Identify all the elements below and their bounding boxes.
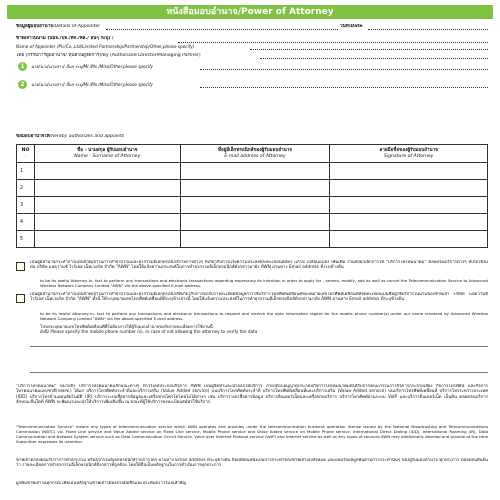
row-number: 5 [17,231,35,248]
option-2-text-th: เป็นผู้มีอำนาจกระทำการแทนข้าพเจ้าในการทำธุรกรรมและธุรกรรมอิเล็กทรอนิกส์ที่เกี่ยวกับการขอรับรายละเอียดข้อมูลการใช้บริการโทรศัพท์เคลื่อนที่ของหมายเลขโทรศัพท์เคลื่อนที่ที่จดทะเบียนเป็นชื่อผู้ใช้บริการในนามของข้าพเจ้า บริษัท แอดวานซ์ ไวร์เลส เน็ทเวอร์ค จำกัด "AWN" ทั้งนี้ ให้ระบุหมายเลขโทรศัพท์เคลื่อนที่ที่ระบุข้างล่างนี้ โดยให้แจ้งความประสงค์ในการทำธุรกรรมอิเล็กทรอนิกส์ดังกล่าวมายัง AWN ผ่านทาง Email address ที่ระบุข้างต้น [30,292,488,303]
col-name [34,145,180,163]
option-2-checkbox[interactable] [16,294,25,303]
definition-text-en: "Telecommunication Service" means any types of telecommunication service which AWN operates and provides under the telecommunication business operation license issued by the National Broadcasting and Telecommunications Commission (NBTC) viz. Fixed Line service and Value Added service on Fixed Line service, Mobile Phone service and Value Added service on Mobile Phone service, International Direct Dialing (IDD), International Roaming (IR), Data Communication and Network System service such as Data Communication Circuit Service, Voice over Internet Protocol service (VoIP) and Internet service as well as any types of services AWN may additionally develop and provide at the time Subscriber expresses its intention. [16,424,488,444]
col-signature [330,145,488,163]
name-cell[interactable] [34,163,180,180]
col-name-th: ชื่อ - นามสกุล ผู้รับมอบอำนาจ [77,148,138,153]
option-1-checkbox[interactable] [16,262,25,271]
row-number: 2 [17,180,35,197]
col-name-en: Name - Surname of Attorney [74,153,141,159]
col-email [180,145,330,163]
phone-number-line-2[interactable] [30,372,488,373]
appointees-intro-th: ขอมอบอำนาจให้ [16,134,50,139]
signature-cell[interactable] [330,180,488,197]
appointer-label-th: ข้อมูลผู้มอบอำนาจ [16,24,53,29]
email-cell[interactable] [180,197,330,214]
email-cell[interactable] [180,214,330,231]
name-cell[interactable] [34,197,180,214]
definition-text-th: "บริการโทรคมนาคม" หมายถึง บริการโทรคมนาคมลักษณะต่างๆ ที่ไวร์เลสประกอบกิจการ AWN เป็นผู้จัดทำและนำออกให้บริการ ภายใต้ใบอนุญาตประกอบกิจการโทรคมนาคมที่ได้รับจากคณะกรรมการกิจการกระจายเสียง กิจการโทรทัศน์ และกิจการโทรคมนาคมแห่งชาติ(กสทช.) ได้แก่ บริการโทรศัพท์ประจำที่และบริการเสริม (Value Added service) บนบริการโทรศัพท์ประจำที่ บริการโทรศัพท์เคลื่อนที่และบริการเสริม (Value Added service) บนบริการโทรศัพท์เคลื่อนที่ บริการโทรระหว่างประเทศ (IDD) บริการโทรข้ามแดนอัตโนมัติ (IR) บริการระบบสื่อสารข้อมูลและเครือข่ายโพรโตโคลไม่ได้ต่างๆ เช่น บริการวงจรสื่อสารข้อมูล บริการอินเตอร์เน็ตและเครือข่ายบริการ บริการโทรศัพท์ผ่านระบบ VoIP และบริการอินเทอร์เน็ต เป็นต้น ตลอดจนบริการลักษณะอื่นใดที่ AWN จะพัฒนาและนำให้บริการเพิ่มเติมขึ้น ณ ขณะที่ผู้ใช้บริการลงทะเบียนสมัครใช้บริการ [16,384,488,406]
signer-2-label: นาย/นาง/นางสาว/ อื่นๆ ระบุ/Mr./Ms./Miss/Other,please specify [31,82,154,87]
closing-text-th-2: ผูกพันข้าพเจ้าในทุกกรณี เพื่อเป็นหลักฐานข้าพเจ้าได้ลงลายมือชื่อและประทับตราไว้เป็นสำคัญ [16,481,187,486]
email-cell[interactable] [180,231,330,248]
date-field[interactable] [368,29,488,30]
signature-cell[interactable] [330,197,488,214]
signer-2-field[interactable] [200,87,488,88]
appointer-name-label-en: Name of Appointer (Plc/Co.,Ltd/Limited Partnership/Partnership/Other,please specify) [16,44,195,49]
signature-cell[interactable] [330,214,488,231]
table-row [17,231,488,248]
signer-2-badge: 2 [18,80,27,89]
appointer-name-field-2[interactable] [250,49,488,50]
signature-cell[interactable] [330,163,488,180]
name-cell[interactable] [34,180,180,197]
signature-cell[interactable] [330,231,488,248]
closing-text-th: ข้าพเจ้าตกลงยอมรับว่าการทำธุรกรรม หรือธุรกรรมอิเล็กทรอนิกส์รายการใดๆ ผ่านทาง Email address ที่ระบุข้างต้น ถือเสมือนหนึ่งเป็นการกระทำของข้าพเจ้าเองทั้งหมด และยอมรับผลผูกพันตามการกระทำนั้นๆ ของผู้รับมอบอำนาจ ทุกประการ ตลอดจนยืนยันว่า รายละเอียดการทำธุรกรรมอิเล็กทรอนิกส์ดังกล่าวที่ถูกต้อง โดยให้ถือเป็นหลักฐานในการดำเนินการทุกประการ [16,458,488,469]
attorney-table [16,144,488,248]
appointer-line [106,29,338,30]
col-no-en: . [24,153,27,159]
page-title: หนังสือมอบอำนาจ/Power of Attorney [7,5,493,19]
name-cell[interactable] [34,231,180,248]
col-no [17,145,35,163]
col-signature-en: Signature of Attorney [383,153,434,159]
signer-1-field[interactable] [200,69,488,70]
col-no-th: NO [21,148,30,153]
row-number: 3 [17,197,35,214]
col-signature-th: ลายมือชื่อของผู้รับมอบอำนาจ [379,148,438,153]
table-row [17,197,488,214]
appointees-intro [16,134,124,140]
appointees-intro-en: /hereby authorizes and appoints [49,134,125,139]
col-email-en: E-mail address of Attorney [224,153,286,159]
appointer-label-en: /Details of Appointer [52,24,101,29]
table-row [17,214,488,231]
table-header-row [17,145,488,163]
col-email-th: ที่อยู่อีเล็กทรอนิกส์ของผู้รับมอบอำนาจ [217,148,292,153]
table-row [17,163,488,180]
phone-number-line-1[interactable] [30,346,488,347]
signer-1-label: นาย/นาง/นางสาว/ อื่นๆ ระบุ/Mr./Ms./Miss/Other,please specify [31,64,154,69]
phone-label-th: โปรดระบุหมายเลขโทรศัพท์เคลื่อนที่ที่ไม่ต้องการให้ผู้รับมอบอำนาจขอรับรายละเอียดการใช้งานนี้ [40,324,213,329]
option-1-text-en: to be its lawful Attorney-in- fact to perform any transactions and electronic transactions regarding expressing its intention in order to apply for , amend, modify, add as well as cancel the Telecommunication Service to Advanced Wireless Network Company Limited "AWN" via the above-specified E-mail address. [40,278,488,288]
phone-label-en: ดังนี้/ Please specify the mobile phone number (s), in case of not allowing the attorney to verify the data [40,329,258,334]
date-label: วันที่/Date [340,24,363,29]
by-label: โดย (กรรมการผู้มีอำนาจ/ หุ้นส่วนผู้จัดการ)/By (Authorized Director/Managing Partner) [16,53,201,58]
name-cell[interactable] [34,214,180,231]
email-cell[interactable] [180,163,330,180]
by-field[interactable] [260,58,488,59]
row-number: 4 [17,214,35,231]
table-row [17,180,488,197]
signer-1-badge: 1 [18,62,27,71]
email-cell[interactable] [180,180,330,197]
row-number: 1 [17,163,35,180]
appointer-section-label [16,24,100,30]
option-2-text-en: to be its lawful Attorney-in- fact to perform any transactions and electronic transactions to request and receive the data information regard for the mobile phone number(s) under our name rendered by Advanced Wireless Network Company Limited "AWN" via the above-specified E-mail address. [40,311,488,321]
appointer-name-label-th: ข้าพเจ้าในนาม (บมจ./บจ./หจ./หส./ อื่นๆ ระบุ) / [16,36,114,41]
appointer-name-field[interactable] [178,42,488,43]
option-1-text-th: เป็นผู้มีอำนาจกระทำการแทนข้าพเจ้าในการทำธุรกรรมและธุรกรรมอิเล็กทรอนิกส์รายการต่างๆ ที่เกี่ยวกับการแจ้งความประสงค์ลงทะเบียนสมัคร แก้ไข เปลี่ยนแปลง เพิ่มเติม รวมทั้งยกเลิกการใช้ "บริการโทรคมนาคม" ตลอดจนบริการต่างๆ ที่เกี่ยวข้อง ต่อ บริษัท แอดวานซ์ ไวร์เลส เน็ทเวอร์ค จำกัด "AWN" โดยให้แจ้งความประสงค์ในการทำธุรกรรมอิเล็กทรอนิกส์ดังกล่าวมายัง AWN ผ่านทาง Email address ที่ระบุข้างต้น [30,260,488,271]
